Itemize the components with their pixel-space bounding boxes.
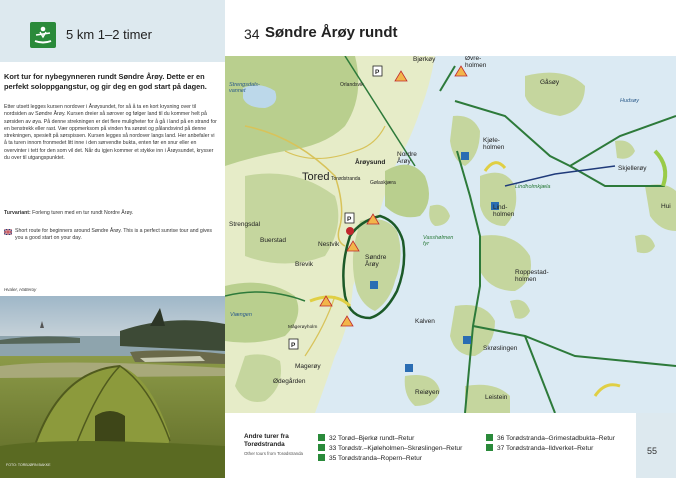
- body-text: Etter utsett legges kursen nordover i Årøysundet, for så å ta en kort krysning over til nordsiden av Søndre Årøy. Kursen dreier så sørover og følger land til du kommer helt på sørsiden av øya. På denne strekningen er det flere muligheter for å gå i land på en strand for en benstrekk eller rast. Vær oppmerksom på vinden fra sørøst og pålandsvind på denne strekningen, spesielt på sørspissen. Kursen legges så nordover langs land. Her anbefaler vi å ta turen innom fronmedet litt inne i den sørvendte bukta, enten før en snur eller en overvinter i tett for den som vil det. Når du igjen kommer et stykke inn i Årøysundet, krysser du over til utgangspunktet.: [4, 104, 217, 162]
- map-label-kjoleholmen: Kjøle-holmen: [483, 137, 505, 152]
- kayak-icon: [30, 22, 56, 48]
- map-label-gasoy: Gåsøy: [540, 79, 560, 86]
- kayak-icon: [318, 454, 325, 461]
- variant-label: Turvariant:: [4, 210, 31, 216]
- map-label-skroslingen: Skrøslingen: [483, 345, 518, 352]
- route-map[interactable]: [225, 56, 676, 413]
- kayak-icon: [486, 434, 493, 441]
- other-tour-37[interactable]: 37 Torødstranda–Ildverket–Retur: [486, 444, 593, 452]
- other-tour-33[interactable]: 33 Torødstr.–Kjøleholmen–Skrøslingen–Retur: [318, 444, 462, 452]
- map-label-reioyen: Reiøyen: [415, 389, 440, 396]
- other-tours-subtitle: Other tours from Torødstranda: [244, 451, 303, 456]
- intro-text: Kort tur for nybegynneren rundt Søndre Årøy. Dette er en perfekt soloppgangstur, og gir deg en god start på dagen.: [4, 72, 207, 92]
- uk-flag-icon: [4, 229, 12, 235]
- kayak-icon: [318, 434, 325, 441]
- map-label-strengsdalsvannet: Strengsdals-vannet: [229, 82, 260, 95]
- map-label-orlandsvik: Orlandsvik: [340, 82, 364, 88]
- photo-caption: Hvaler, Hatteroy: [4, 287, 37, 292]
- map-label-hui: Hui: [661, 203, 671, 210]
- other-tour-36[interactable]: 36 Torødstranda–Grimestadbukta–Retur: [486, 434, 615, 442]
- other-tour-35[interactable]: 35 Torødstranda–Ropern–Retur: [318, 454, 422, 462]
- map-label-roppestadholmen: Roppestad-holmen: [515, 269, 549, 284]
- svg-text:P: P: [375, 69, 380, 76]
- map-label-viaengen: Viængen: [230, 312, 252, 318]
- map-label-strengsdal: Strengsdal: [229, 221, 261, 228]
- route-title: Søndre Årøy rundt: [265, 24, 398, 41]
- map-label-nestvik: Nestvik: [318, 241, 340, 248]
- map-label-bjorkoy: Bjørkøy: [413, 56, 436, 63]
- english-summary: Short route for beginners around Søndre Årøy. This is a perfect sunrise tour and gives you a good start on your day.: [15, 228, 213, 242]
- map-label-leistein: Leistein: [485, 394, 508, 401]
- map-label-golaskjaera: Gølaskjæra: [370, 180, 396, 186]
- map-label-lindholmen: Lind-holmen: [493, 204, 515, 219]
- map-label-lindholmkjaela: Lindholmkjæla: [515, 184, 551, 190]
- map-label-skjelleroy: Skjellerøy: [618, 165, 647, 172]
- other-tour-32[interactable]: 32 Torød–Bjerkø rundt–Retur: [318, 434, 414, 442]
- map-label-brevik: Brevik: [295, 261, 314, 268]
- kayak-icon: [486, 444, 493, 451]
- map-label-buerstad: Buerstad: [260, 237, 287, 244]
- tent-photo: [0, 296, 225, 478]
- distance-time: 5 km 1–2 timer: [66, 27, 152, 42]
- route-number: 34: [244, 26, 260, 42]
- map-label-odegarden: Ødegården: [273, 378, 306, 385]
- map-label-aroysund: Årøysund: [355, 159, 386, 166]
- variant-body: Forleng turen med en tur rundt Nordre Årøy.: [32, 210, 134, 216]
- photo-credit: FOTO: TORBJØRN BAKKE: [6, 463, 51, 467]
- map-label-hudsoy: Hudsøy: [620, 98, 639, 104]
- variant-text: [4, 210, 218, 217]
- svg-text:P: P: [291, 342, 296, 349]
- map-label-mageroy: Magerøy: [295, 363, 321, 370]
- map-label-kalven: Kalven: [415, 318, 435, 325]
- map-label-tored: Tored: [302, 171, 330, 183]
- map-label-torodstranda: Torødstranda: [331, 176, 361, 182]
- svg-text:P: P: [347, 216, 352, 223]
- map-label-vassholmen: Vasshølmen fyr: [423, 235, 454, 248]
- kayak-icon: [318, 444, 325, 451]
- map-label-sondre-aroy: Søndre Årøy: [365, 254, 387, 269]
- page-number: 55: [647, 446, 658, 456]
- map-label-mageroyholm: Mågerøyholm: [288, 325, 318, 330]
- other-tours-title: Andre turer fra Torødstranda: [244, 433, 289, 448]
- map-label-ovreholmen: Øvre-holmen: [465, 56, 487, 70]
- map-label-nordre-aroy: Nordre Årøy: [397, 151, 417, 166]
